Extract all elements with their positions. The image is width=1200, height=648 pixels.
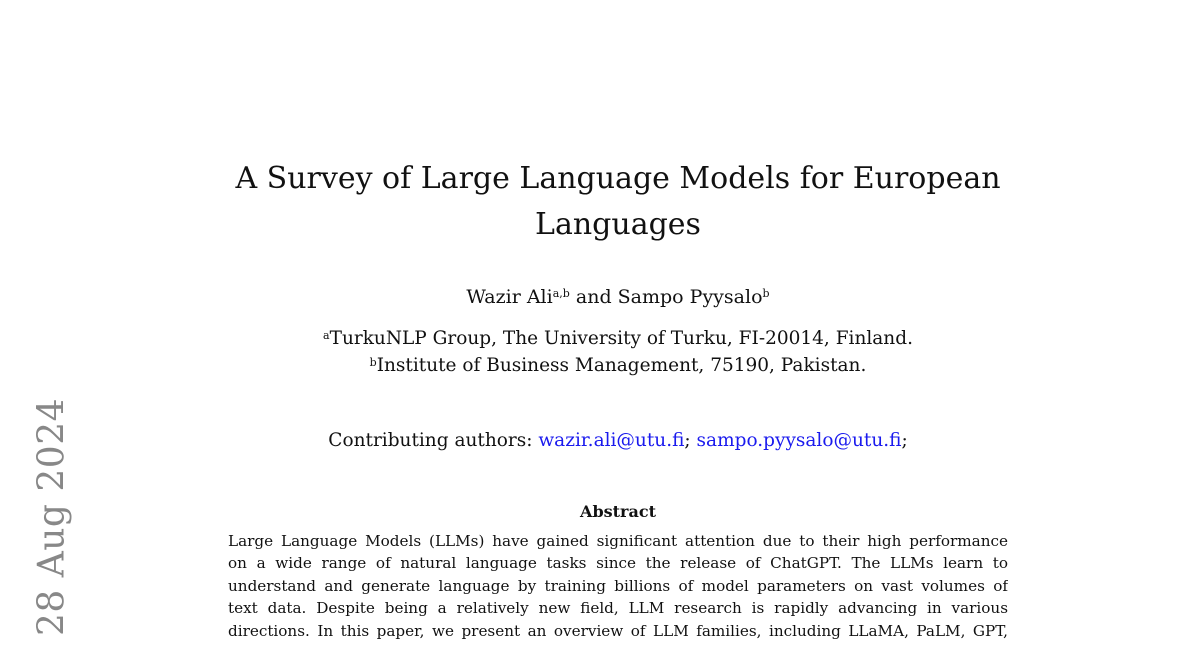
arxiv-date-stamp: 28 Aug 2024 [31, 397, 73, 637]
affiliation-text: TurkuNLP Group, The University of Turku, FI-20014, Finland. [329, 328, 913, 349]
title-line-1: A Survey of Large Language Models for European [235, 161, 1001, 196]
abstract-heading: Abstract [580, 502, 656, 521]
author-name: Sampo Pyysalo [617, 286, 763, 308]
affiliation-item [218, 352, 1018, 379]
abstract-line: on a wide range of natural language tasks since the release of ChatGPT. The LLMs learn to [228, 554, 1008, 573]
author-affiliation-mark: b [762, 287, 770, 300]
affiliation-mark: a [323, 329, 330, 342]
affiliation-mark: b [369, 356, 377, 369]
title-line-2: Languages [535, 207, 701, 242]
affiliation-text: Institute of Business Management, 75190, Pakistan. [376, 355, 867, 376]
author-list [218, 284, 1018, 310]
email-link-sampo[interactable]: sampo.pyysalo@utu.fi [696, 430, 902, 451]
abstract-line: understand and generate language by training billions of model parameters on vast volumes of [228, 576, 1008, 595]
abstract-body [228, 530, 1008, 642]
abstract-line: directions. In this paper, we present an overview of LLM families, including LLaMA, PaLM, GPT, [228, 621, 1008, 640]
email-link-wazir[interactable]: wazir.ali@utu.fi [538, 430, 685, 451]
abstract-line: Large Language Models (LLMs) have gained significant attention due to their high performance [228, 532, 1008, 550]
abstract-line: text data. Despite being a relatively new field, LLM research is rapidly advancing in various [228, 599, 1008, 618]
paper-title [218, 156, 1018, 248]
email-separator: ; [684, 430, 691, 451]
contributing-label: Contributing authors: [328, 430, 533, 451]
author-joiner: and [575, 286, 612, 308]
affiliation-list [218, 325, 1018, 379]
contributing-authors [218, 428, 1018, 454]
email-separator: ; [901, 430, 908, 451]
author-name: Wazir Ali [466, 286, 553, 308]
affiliation-item [218, 325, 1018, 352]
author-affiliation-mark: a,b [552, 287, 570, 300]
